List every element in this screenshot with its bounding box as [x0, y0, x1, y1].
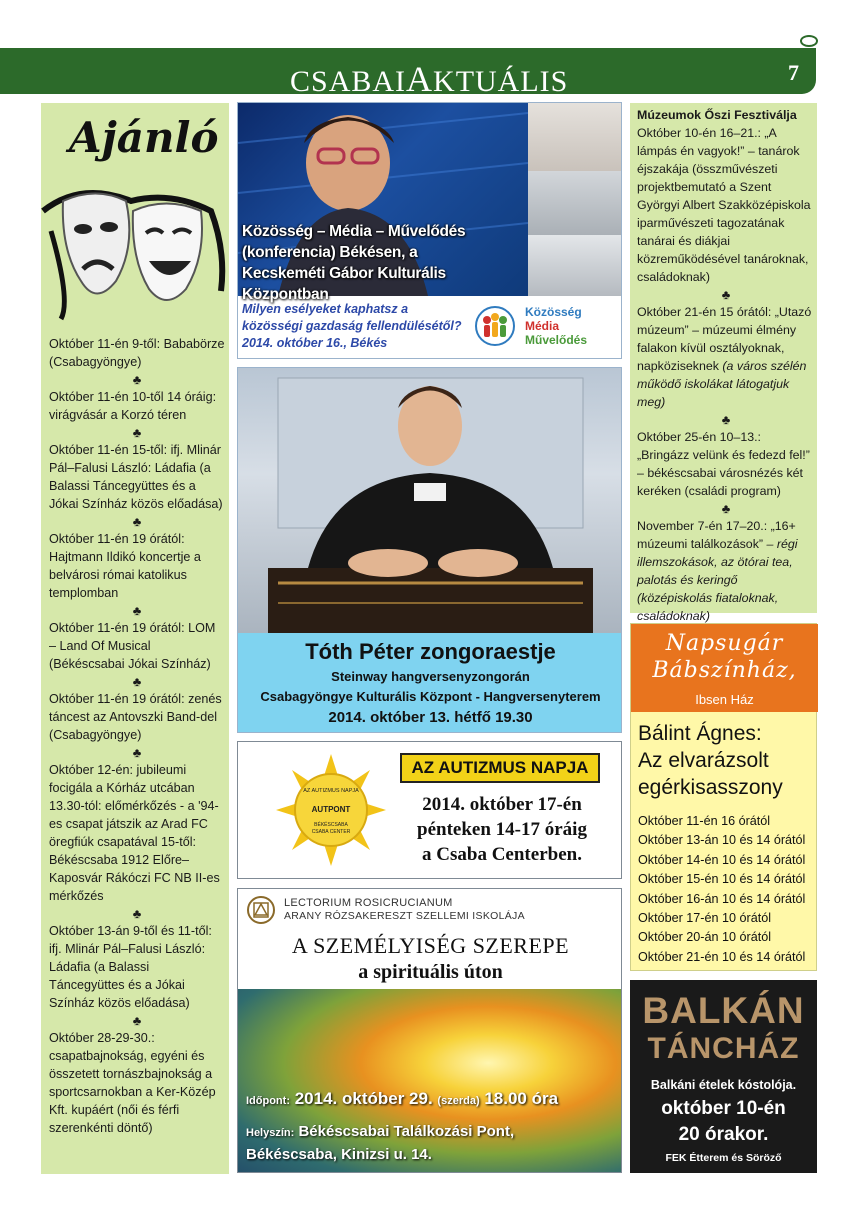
conference-ad [237, 102, 622, 359]
museum-festival-panel [630, 103, 817, 623]
museum-item-note: – régi illemszokások, az ötórai tea, palotás és keringő (középiskolás fiataloknak, családoknak) [637, 537, 798, 623]
club-separator-icon: ♣ [132, 514, 142, 529]
autism-day-details: 2014. október 17-én pénteken 14-17 óráig a Csaba Centerben. [417, 794, 587, 865]
pianist-photo [238, 368, 622, 633]
conference-speaker-thumbnails [528, 103, 622, 296]
ajanlo-event: Október 11-én 19 órától: Hajtmann Ildikó koncertje a belvárosi római katolikus templomban [49, 532, 201, 600]
puppet-theatre-house: Ibsen Ház [695, 692, 754, 707]
svg-text:AZ AUTIZMUS NAPJA: AZ AUTIZMUS NAPJA [303, 788, 359, 794]
autpont-sun-logo-icon [276, 754, 386, 866]
ajanlo-event: Október 11-én 10-től 14 óráig: virágvásár a Korzó téren [49, 390, 217, 422]
conference-question: Milyen esélyeket kaphatsz a közösségi gazdaság fellendülésétől? 2014. október 16., Békés [242, 302, 462, 350]
ajanlo-event-list [49, 335, 225, 1137]
club-separator-icon: ♣ [132, 372, 142, 387]
ajanlo-panel [41, 103, 229, 1174]
balkan-dance-house-ad [630, 980, 817, 1173]
conference-headline: Közösség – Média – Művelődés (konferencia) Békésen, a Kecskeméti Gábor Kulturális Központban [242, 223, 466, 303]
autism-day-ad [237, 741, 622, 879]
speaker-thumbnail [528, 171, 622, 235]
svg-text:BÉKÉSCSABA: BÉKÉSCSABA [314, 822, 348, 828]
club-separator-icon: ♣ [132, 603, 142, 618]
balkan-venue: FEK Étterem és Söröző [665, 1152, 782, 1164]
rosicrucian-org-name: LECTORIUM ROSICRUCIANUM [284, 897, 453, 909]
speaker-thumbnail [528, 235, 622, 296]
museum-item: Október 21-én 15 órától: „Utazó múzeum” – múzeumi élmény falakon kívül osztályoknak, napköziseknek [637, 305, 812, 373]
ajanlo-event: Október 11-én 19 órától: LOM – Land Of Musical (Békéscsabai Jókai Színház) [49, 621, 216, 671]
museum-festival-list [637, 106, 815, 625]
concert-date: 2014. október 13. hétfő 19.30 [328, 709, 533, 726]
showtime-item: Október 13-án 10 és 14 órától [638, 833, 806, 848]
ajanlo-event: Október 11-én 15-től: ifj. Mlinár Pál–Falusi László: Ládafia (a Balassi Táncegyüttes és a Jókai Színház közös előadása) [49, 443, 223, 511]
concert-venue: Csabagyöngye Kulturális Központ - Hangversenyterem [260, 689, 601, 704]
museum-item: Október 10-én 16–21.: „A lámpás én vagyok!” – tanárok éjszakája (összművészeti projektbemutató a Szent Györgyi Albert Szakközépiskola iparművészeti tagozatának tanárai és diákjai közreműködésével tanároknak, családoknak) [637, 126, 811, 284]
museum-item-note: (a város szélén működő iskolákat látogatjuk meg) [637, 359, 807, 409]
museum-festival-title: Múzeumok Őszi Fesztiválja [637, 108, 797, 122]
autism-day-heading: AZ AUTIZMUS NAPJA [400, 753, 600, 783]
concert-title: Tóth Péter zongoraestje [305, 639, 556, 664]
page-number: 7 [788, 60, 799, 85]
svg-text:AUTPONT: AUTPONT [311, 805, 351, 814]
puppet-theatre-name: Napsugár Bábszínház, [652, 631, 797, 683]
showtime-item: Október 17-én 10 órától [638, 911, 772, 926]
balkan-subtitle: TÁNCHÁZ [647, 1032, 800, 1065]
club-separator-icon: ♣ [132, 674, 142, 689]
showtime-item: Október 15-én 10 és 14 órától [638, 872, 806, 887]
showtime-item: Október 21-én 10 és 14 órától [638, 949, 806, 964]
rosicrucian-emblem-icon [246, 895, 276, 925]
puppet-show-title: Bálint Ágnes: Az elvarázsolt egérkisasszony [638, 722, 783, 799]
svg-text:CSABA CENTER: CSABA CENTER [311, 829, 351, 835]
ajanlo-event: Október 11-én 9-től: Bababörze (Csabagyöngye) [49, 337, 225, 369]
pianist-silhouette-icon [238, 368, 622, 633]
club-separator-icon: ♣ [721, 412, 731, 427]
ajanlo-event: Október 12-én: jubileumi focigála a Kórház utcában 13.30-tól: előmérkőzés - a '94-es csapat játszik az Arad FC öregfiúk csapatával 15-től: Békéscsaba 1912 Előre–Kaposvár Rákóczi FC NB II-es mérkőzés [49, 763, 220, 903]
lecture-location: Helyszín: Békéscsabai Találkozási Pont, Békéscsaba, Kinizsi u. 14. [246, 1123, 515, 1163]
showtime-item: Október 14-én 10 és 14 órától [638, 852, 806, 867]
publication-title: CSABAIAKTUÁLIS [290, 59, 569, 99]
lecture-subtitle: a spirituális úton [358, 961, 503, 983]
club-separator-icon: ♣ [721, 501, 731, 516]
puppet-theatre-panel [630, 623, 817, 971]
kmm-logo-text: Közösség Média Művelődés [525, 305, 588, 347]
club-separator-icon: ♣ [132, 1013, 142, 1028]
showtime-item: Október 16-án 10 és 14 órától [638, 891, 806, 906]
community-people-icon [475, 306, 515, 346]
museum-item: Október 25-én 10–13.: „Bringázz velünk és fedezd fel!” – békéscsabai városnézés két keréken (családi program) [637, 430, 810, 498]
ajanlo-event: Október 28-29-30.: csapatbajnokság, egyéni és összetett tornászbajnokság a sportcsarnokban a Ker-Közép Kft. kupáért (női és férfi szerenkénti döntő) [49, 1031, 216, 1135]
balkan-title: BALKÁN [642, 990, 805, 1031]
club-separator-icon: ♣ [132, 906, 142, 921]
museum-item: November 7-én 17–20.: „16+ múzeumi találkozások” [637, 519, 796, 551]
concert-subtitle: Steinway hangversenyzongorán [331, 669, 530, 684]
theatre-masks-icon [41, 171, 229, 321]
showtime-item: Október 20-án 10 órától [638, 930, 772, 945]
lecture-time: Időpont: 2014. október 29. (szerda) 18.00 óra [246, 1089, 559, 1108]
club-separator-icon: ♣ [132, 425, 142, 440]
balkan-time: 20 órakor. [678, 1124, 769, 1145]
ajanlo-event: Október 11-én 19 órától: zenés táncest az Antovszki Band-del (Csabagyöngye) [49, 692, 222, 742]
lecture-title: A SZEMÉLYISÉG SZEREPE [291, 933, 570, 958]
rosicrucian-lecture-ad [237, 888, 622, 1173]
concert-info [238, 633, 622, 733]
balkan-food-note: Balkáni ételek kóstolója. [650, 1078, 797, 1092]
club-separator-icon: ♣ [721, 287, 731, 302]
balkan-date: október 10-én [661, 1098, 786, 1119]
club-separator-icon: ♣ [132, 745, 142, 760]
speaker-thumbnail [528, 103, 622, 171]
ajanlo-event: Október 13-án 9-től és 11-től: ifj. Mlinár Pál–Falusi László: Ládafia (a Balassi Táncegyüttes és a Jókai Színház közös előadása) [49, 924, 212, 1010]
swirl-ornament-icon [800, 35, 818, 47]
showtime-item: Október 11-én 16 órától [638, 814, 771, 828]
puppet-showtimes [638, 812, 816, 967]
ajanlo-title: Ajánló [69, 113, 219, 162]
concert-ad [237, 367, 622, 733]
rosicrucian-org-school: ARANY RÓZSAKERESZT SZELLEMI ISKOLÁJA [284, 910, 525, 922]
puppet-theatre-header [631, 624, 818, 712]
